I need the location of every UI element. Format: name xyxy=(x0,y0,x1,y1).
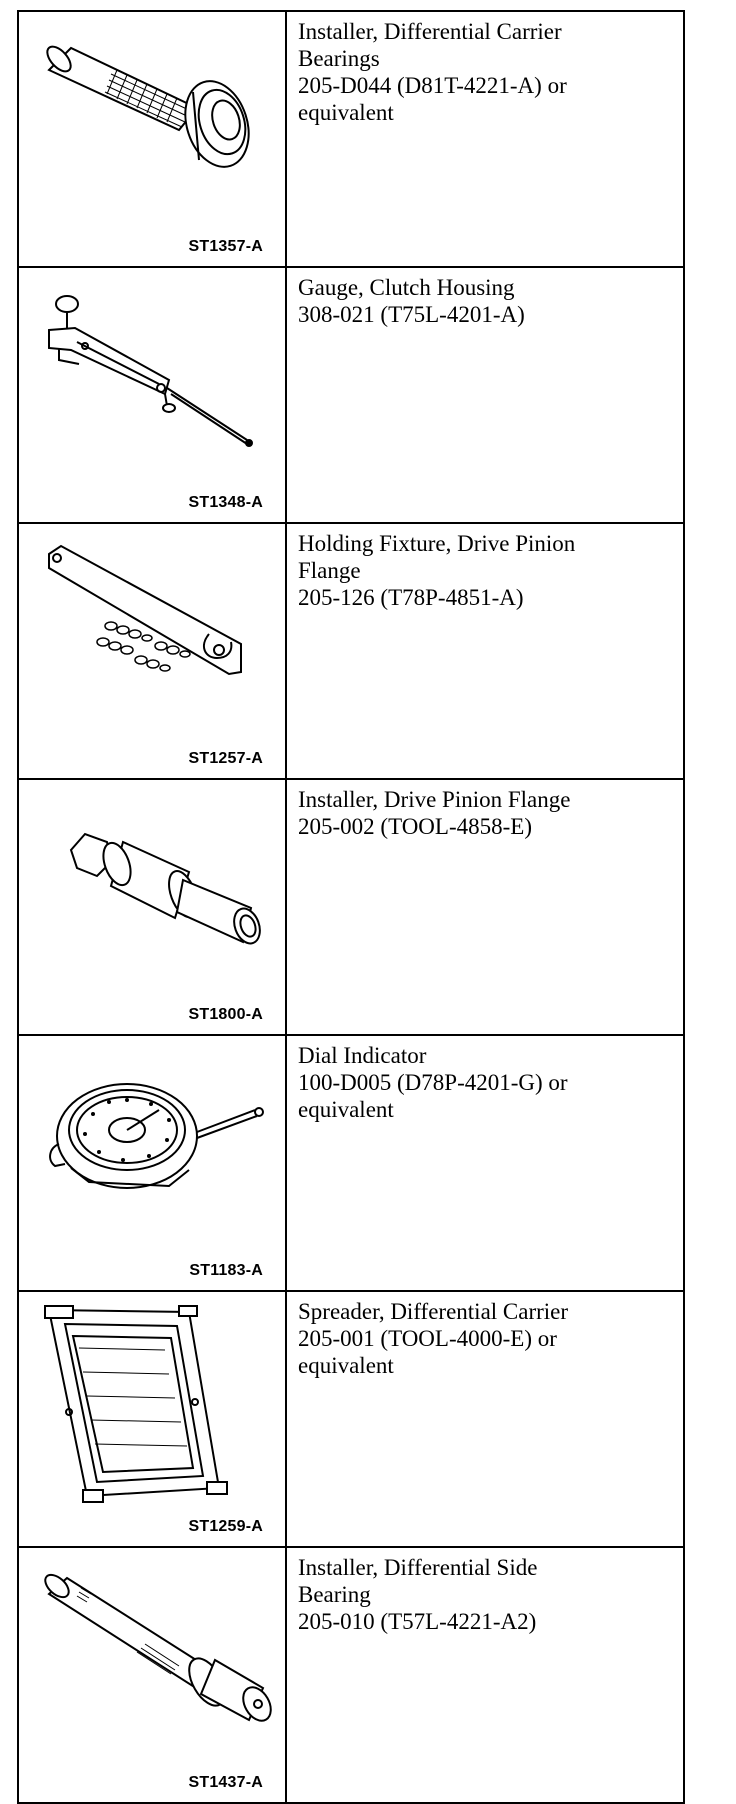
tool-row xyxy=(18,11,684,267)
tool-description-cell xyxy=(286,1035,684,1291)
tool-illustration-cell xyxy=(18,1547,286,1803)
tool-illustration-code: ST1259-A xyxy=(188,1518,263,1535)
tool-description-cell xyxy=(286,1291,684,1547)
dial-indicator-icon xyxy=(19,1036,285,1290)
tool-number-continued: equivalent xyxy=(298,1097,394,1122)
tool-name: Spreader, Differential Carrier xyxy=(298,1299,569,1324)
tool-row xyxy=(18,779,684,1035)
tool-name: Holding Fixture, Drive Pinion xyxy=(298,531,576,556)
tool-illustration-code: ST1800-A xyxy=(188,1006,263,1023)
pinion-flange-holding-fixture-icon xyxy=(19,524,285,778)
pinion-flange-installer-icon xyxy=(19,780,285,1034)
tool-description-cell xyxy=(286,1547,684,1803)
tool-number: 205-D044 (D81T-4221-A) or xyxy=(298,73,567,98)
tool-illustration-cell xyxy=(18,1291,286,1547)
tool-number: 205-010 (T57L-4221-A2) xyxy=(298,1609,537,1634)
tool-description-cell xyxy=(286,523,684,779)
tool-number: 205-001 (TOOL-4000-E) or xyxy=(298,1326,557,1351)
tool-name-continued: Bearings xyxy=(298,46,380,71)
tool-row xyxy=(18,1035,684,1291)
tool-illustration-code: ST1437-A xyxy=(188,1774,263,1791)
differential-carrier-spreader-icon xyxy=(19,1292,285,1546)
tool-name-continued: Bearing xyxy=(298,1582,371,1607)
tool-number-continued: equivalent xyxy=(298,100,394,125)
tool-description-cell xyxy=(286,267,684,523)
tool-name: Dial Indicator xyxy=(298,1043,427,1068)
tool-illustration-code: ST1357-A xyxy=(188,238,263,255)
tool-name: Gauge, Clutch Housing xyxy=(298,275,515,300)
tool-illustration-cell xyxy=(18,523,286,779)
tool-name: Installer, Differential Side xyxy=(298,1555,538,1580)
tool-illustration-code: ST1183-A xyxy=(189,1262,263,1279)
tool-number: 205-126 (T78P-4851-A) xyxy=(298,585,524,610)
tool-illustration-cell xyxy=(18,267,286,523)
tool-illustration-cell xyxy=(18,1035,286,1291)
tool-illustration-code: ST1257-A xyxy=(188,750,263,767)
tool-illustration-code: ST1348-A xyxy=(188,494,263,511)
tool-name-continued: Flange xyxy=(298,558,361,583)
differential-side-bearing-installer-icon xyxy=(19,1548,285,1802)
tool-description-cell xyxy=(286,779,684,1035)
clutch-housing-gauge-icon xyxy=(19,268,285,522)
special-tools-table xyxy=(17,10,685,1804)
tool-name: Installer, Differential Carrier xyxy=(298,19,562,44)
tool-description-cell xyxy=(286,11,684,267)
tool-row xyxy=(18,1291,684,1547)
tool-row xyxy=(18,523,684,779)
tool-row xyxy=(18,267,684,523)
tool-number: 205-002 (TOOL-4858-E) xyxy=(298,814,532,839)
tool-number: 308-021 (T75L-4201-A) xyxy=(298,302,525,327)
tool-number: 100-D005 (D78P-4201-G) or xyxy=(298,1070,568,1095)
tool-name: Installer, Drive Pinion Flange xyxy=(298,787,571,812)
tool-illustration-cell xyxy=(18,11,286,267)
tool-illustration-cell xyxy=(18,779,286,1035)
tool-number-continued: equivalent xyxy=(298,1353,394,1378)
tool-row xyxy=(18,1547,684,1803)
differential-carrier-bearing-installer-icon xyxy=(19,12,285,266)
